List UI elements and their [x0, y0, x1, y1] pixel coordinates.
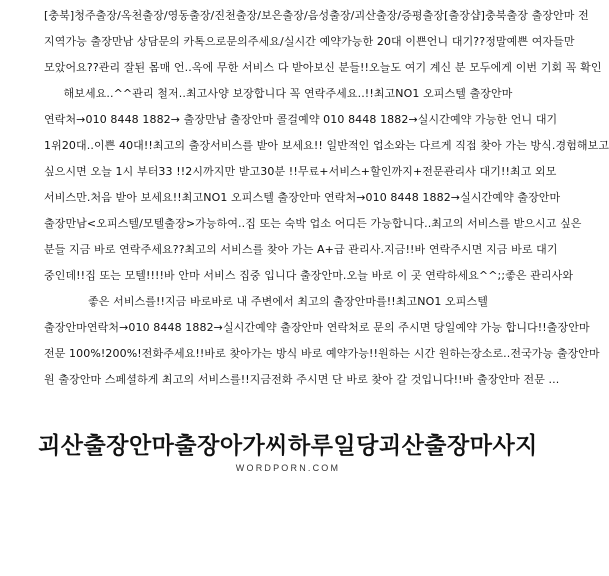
- excerpt-line: 싶으시면 오늘 1시 부터33 !!2시까지만 받고30분 !!무료+서비스+할인까지+전문관리사 대기!!최고 외모: [44, 165, 557, 178]
- excerpt-line: 원 출장안마 스페셜하게 최고의 서비스를!!지금전화 주시면 단 바로 찾아 갈 것입니다!!바 출장안마 전문 ...: [44, 373, 560, 386]
- excerpt-line: 중인데!!집 또는 모텔!!!!바 안마 서비스 집중 입니다 출장안마.오늘 바로 이 곳 연락하세요^^;;좋은 관리사와: [44, 269, 574, 282]
- excerpt-line: 해보세요..^^관리 철저..최고사양 보장합니다 꼭 연락주세요..!!최고NO1 오피스텔 출장안마: [63, 87, 513, 100]
- excerpt-line: 분들 지금 바로 연락주세요??최고의 서비스를 찾아 가는 A+급 관리사.지금!!바 연락주시면 지금 바로 대기: [44, 243, 558, 256]
- excerpt-line: 전문 100%!200%!전화주세요!!바로 찾아가는 방식 바로 예약가능!!원하는 시간 원하는장소로..전국가능 출장안마: [44, 347, 600, 360]
- excerpt-line: 모았어요??관리 잘된 몸매 언..옥에 무한 서비스 다 받아보신 분들!!오늘도 여기 계신 분 모두에게 이번 기회 꼭 확인: [44, 61, 602, 74]
- excerpt-line: 연락처→010 8448 1882→ 출장만남 출장안마 콜걸예약 010 8448 1882→실시간예약 가능한 언니 대기: [44, 113, 558, 126]
- excerpt-line: 지역가능 출장만남 상담문의 카톡으로문의주세요/실시간 예약가능한 20대 이쁜언니 대기??정말예쁜 여자들만: [44, 35, 575, 48]
- excerpt-line: [충북]청주출장/옥천출장/영동출장/진천출장/보은출장/음성출장/괴산출장/증평출장[출장샵]충북출장 출장안마 전: [44, 9, 589, 22]
- excerpt-line: 출장만남<오피스텔/모텔출장>가능하여..집 또는 숙박 업소 어디든 가능합니다..최고의 서비스를 받으시고 싶은: [44, 217, 582, 230]
- post-title-block: [0, 430, 576, 473]
- post-headline[interactable]: 괴산출장안마출장아가씨하루일당괴산출장마사지: [38, 433, 538, 459]
- excerpt-line: 출장안마연락처→010 8448 1882→실시간예약 출장안마 연락처로 문의 주시면 당일예약 가능 합니다!!출장안마: [44, 321, 590, 334]
- site-name[interactable]: WORDPORN.COM: [235, 463, 341, 473]
- post-excerpt: [44, 6, 609, 396]
- excerpt-line: 서비스만.처음 받아 보세요!!최고NO1 오피스텔 출장안마 연락처→010 8448 1882→실시간예약 출장안마: [44, 191, 561, 204]
- excerpt-line: 좋은 서비스를!!지금 바로바로 내 주변에서 최고의 출장안마를!!최고NO1 오피스텔: [88, 295, 488, 308]
- excerpt-line: 1위20대..이쁜 40대!!최고의 출장서비스를 받아 보세요!! 일반적인 업소와는 다르게 직접 찾아 가는 방식.경험해보고: [44, 139, 609, 152]
